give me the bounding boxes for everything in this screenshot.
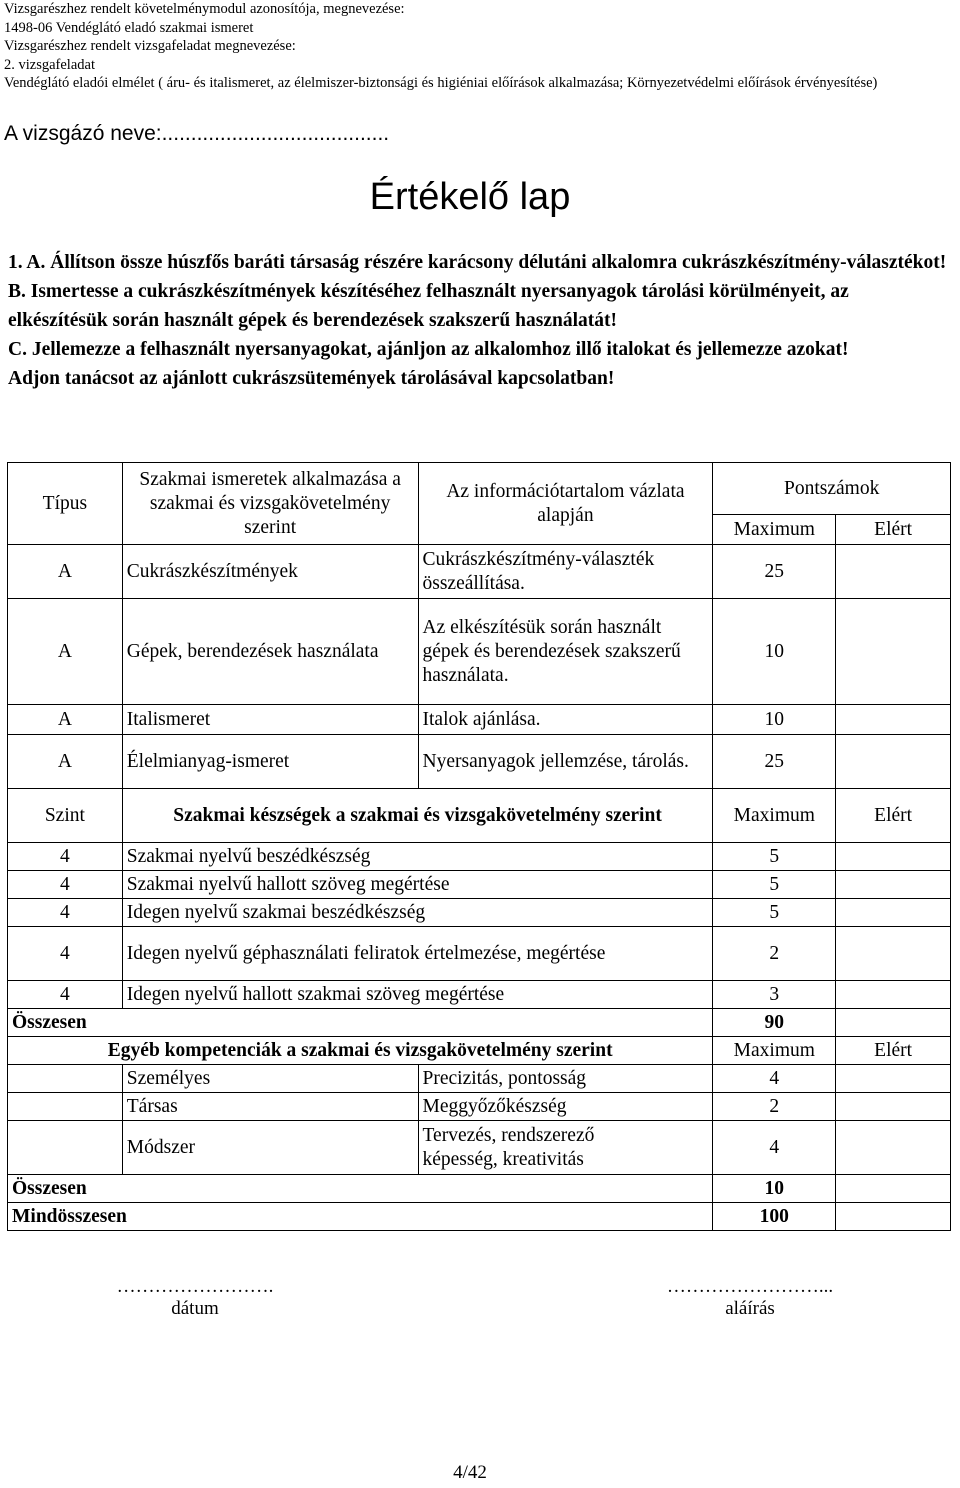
- group-cell: Társas: [122, 1093, 418, 1121]
- achieved-cell: [836, 1065, 951, 1093]
- table-row: [8, 899, 951, 927]
- header-line-4: 2. vizsgafeladat: [4, 56, 95, 73]
- info-cell: Az elkészítésük során használt gépek és berendezések szakszerű használata.: [418, 599, 713, 705]
- header-achieved: Elért: [836, 1037, 951, 1065]
- page-number: 4/42: [453, 1462, 487, 1483]
- item-cell: Meggyőzőkészség: [418, 1093, 713, 1121]
- type-cell: A: [8, 735, 123, 789]
- achieved-cell: [836, 1203, 951, 1231]
- blank-cell: [8, 1121, 123, 1175]
- header-maximum: Maximum: [713, 515, 836, 545]
- skill-cell: Szakmai nyelvű beszédkészség: [122, 843, 713, 871]
- date-label: dátum: [171, 1298, 219, 1319]
- skill-cell: Idegen nyelvű szakmai beszédkészség: [122, 899, 713, 927]
- level-cell: 4: [8, 871, 123, 899]
- grand-total-row: [8, 1203, 951, 1231]
- table-row: [8, 735, 951, 789]
- level-cell: 4: [8, 843, 123, 871]
- level-cell: 4: [8, 927, 123, 981]
- type-cell: A: [8, 599, 123, 705]
- signature-label: aláírás: [725, 1298, 775, 1319]
- topic-cell: Élelmianyag-ismeret: [122, 735, 418, 789]
- achieved-cell: [836, 843, 951, 871]
- evaluation-table: [7, 462, 951, 1231]
- achieved-cell: [836, 1175, 951, 1203]
- group-cell: Módszer: [122, 1121, 418, 1175]
- max-cell: 10: [713, 599, 836, 705]
- blank-cell: [8, 1065, 123, 1093]
- table-row: [8, 871, 951, 899]
- date-signature-block: [50, 1276, 340, 1320]
- task-b: B. Ismertesse a cukrászkészítmények készítéséhez felhasznált nyersanyagok tárolási körülményeit, az elkészítésük során használt gépek és berendezések szakszerű használatát!: [8, 281, 849, 331]
- info-cell: Italok ajánlása.: [418, 705, 713, 735]
- achieved-cell: [836, 735, 951, 789]
- task-description: [8, 248, 953, 393]
- table-row: [8, 843, 951, 871]
- header-points: Pontszámok: [713, 463, 951, 515]
- table-row: [8, 981, 951, 1009]
- skill-cell: [122, 927, 713, 981]
- skill-cell: Idegen nyelvű hallott szakmai szöveg megértése: [122, 981, 713, 1009]
- achieved-cell: [836, 705, 951, 735]
- max-cell: 5: [713, 871, 836, 899]
- table-header-row: [8, 463, 951, 515]
- skills-header-row: [8, 789, 951, 843]
- achieved-cell: [836, 545, 951, 599]
- type-cell: A: [8, 545, 123, 599]
- table-row: [8, 1093, 951, 1121]
- header-achieved: Elért: [836, 515, 951, 545]
- table-row: [8, 545, 951, 599]
- subtotal-value: 10: [713, 1175, 836, 1203]
- table-row: [8, 599, 951, 705]
- max-cell: 2: [713, 927, 836, 981]
- level-cell: 4: [8, 981, 123, 1009]
- info-cell: Nyersanyagok jellemzése, tárolás.: [418, 735, 713, 789]
- header-line-1: Vizsgarészhez rendelt követelménymodul azonosítója, megnevezése:: [4, 1, 405, 17]
- subtotal-label: Összesen: [8, 1175, 713, 1203]
- item-cell: Precizitás, pontosság: [418, 1065, 713, 1093]
- header-line-2: 1498-06 Vendéglátó eladó szakmai ismeret: [4, 19, 254, 36]
- type-cell: A: [8, 705, 123, 735]
- topic-cell: Gépek, berendezések használata: [122, 599, 418, 705]
- grand-total-value: 100: [713, 1203, 836, 1231]
- document-header: [4, 0, 954, 93]
- max-cell: 25: [713, 545, 836, 599]
- header-achieved: Elért: [836, 789, 951, 843]
- header-maximum: Maximum: [713, 1037, 836, 1065]
- table-row: [8, 1065, 951, 1093]
- topic-cell: Italismeret: [122, 705, 418, 735]
- achieved-cell: [836, 1121, 951, 1175]
- achieved-cell: [836, 981, 951, 1009]
- skill-cell: Szakmai nyelvű hallott szöveg megértése: [122, 871, 713, 899]
- candidate-name-label: A vizsgázó neve:.......................................: [4, 122, 390, 145]
- table-row: [8, 927, 951, 981]
- page-title: Értékelő lap: [369, 176, 571, 218]
- header-line-5: Vendéglátó eladói elmélet ( áru- és italismeret, az élelmiszer-biztonsági és higiéniai előírások alkalmazása; Környezetvédelmi előírások érvényesítése): [4, 75, 878, 91]
- item-cell: [418, 1121, 713, 1175]
- blank-cell: [8, 1093, 123, 1121]
- header-info: Az információtartalom vázlata alapján: [418, 463, 713, 545]
- max-cell: 3: [713, 981, 836, 1009]
- achieved-cell: [836, 899, 951, 927]
- header-level: Szint: [8, 789, 123, 843]
- max-cell: 2: [713, 1093, 836, 1121]
- header-type: Típus: [8, 463, 123, 545]
- subtotal-label: Összesen: [8, 1009, 713, 1037]
- max-cell: 4: [713, 1121, 836, 1175]
- subtotal-value: 90: [713, 1009, 836, 1037]
- item-text: Tervezés, rendszerező képesség, kreativitás: [422, 1124, 595, 1170]
- table-row: [8, 705, 951, 735]
- signature-block: [600, 1276, 900, 1320]
- header-other-competencies: Egyéb kompetenciák a szakmai és vizsgakövetelmény szerint: [8, 1037, 713, 1065]
- max-cell: 5: [713, 899, 836, 927]
- group-cell: Személyes: [122, 1065, 418, 1093]
- competency-header-row: [8, 1037, 951, 1065]
- grand-total-label: Mindösszesen: [8, 1203, 713, 1231]
- header-line-3: Vizsgarészhez rendelt vizsgafeladat megnevezése:: [4, 38, 296, 54]
- info-cell: Cukrászkészítmény-választék összeállítása.: [418, 545, 713, 599]
- header-knowledge: Szakmai ismeretek alkalmazása a szakmai és vizsgakövetelmény szerint: [122, 463, 418, 545]
- achieved-cell: [836, 1093, 951, 1121]
- achieved-cell: [836, 871, 951, 899]
- subtotal-row: [8, 1009, 951, 1037]
- max-cell: 25: [713, 735, 836, 789]
- table-row: [8, 1121, 951, 1175]
- date-dotted-line: …………………….: [116, 1276, 274, 1297]
- topic-cell: Cukrászkészítmények: [122, 545, 418, 599]
- achieved-cell: [836, 1009, 951, 1037]
- achieved-cell: [836, 927, 951, 981]
- skill-text: Idegen nyelvű géphasználati feliratok értelmezése, megértése: [126, 942, 606, 964]
- subtotal-row: [8, 1175, 951, 1203]
- task-a: 1. A. Állítson össze húszfős baráti társaság részére karácsony délutáni alkalomra cukrászkészítmény-választékot!: [8, 252, 947, 273]
- max-cell: 10: [713, 705, 836, 735]
- max-cell: 4: [713, 1065, 836, 1093]
- task-c: C. Jellemezze a felhasznált nyersanyagokat, ajánljon az alkalomhoz illő italokat és jellemezze azokat!: [8, 339, 849, 360]
- task-d: Adjon tanácsot az ajánlott cukrászsütemények tárolásával kapcsolatban!: [8, 368, 615, 389]
- signature-dotted-line: ……………………...: [666, 1276, 834, 1297]
- header-maximum: Maximum: [713, 789, 836, 843]
- achieved-cell: [836, 599, 951, 705]
- header-skills: Szakmai készségek a szakmai és vizsgakövetelmény szerint: [122, 789, 713, 843]
- max-cell: 5: [713, 843, 836, 871]
- level-cell: 4: [8, 899, 123, 927]
